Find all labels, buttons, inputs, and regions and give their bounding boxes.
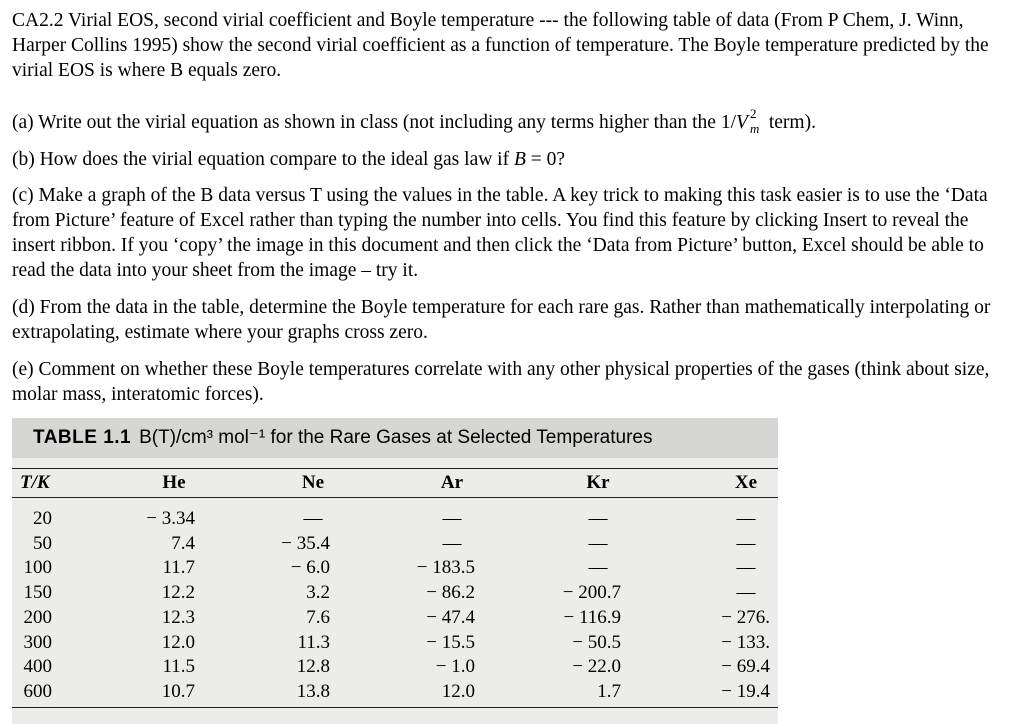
table-cell: 400 — [23, 656, 52, 678]
column-header-xe: Xe — [734, 472, 758, 493]
table-cell: 20 — [33, 508, 52, 529]
column-header-ar: Ar — [440, 472, 464, 493]
table-cell: 12.0 — [161, 631, 195, 653]
table-cell: 7.4 — [171, 532, 195, 554]
table-cell: — — [588, 532, 608, 554]
table-cell: 12.3 — [161, 606, 195, 628]
table-caption: B(T)/cm³ mol⁻¹ for the Rare Gases at Selected Temperatures — [139, 427, 653, 448]
question-b-tail: = 0? — [525, 149, 566, 170]
table-cell: − 183.5 — [416, 557, 475, 579]
table-cell: − 35.4 — [281, 532, 330, 554]
question-b-text: (b) How does the virial equation compare to the ideal gas law if — [12, 149, 514, 170]
table-cell: — — [442, 532, 462, 554]
table-cell: 7.6 — [306, 606, 330, 628]
table-cell: 11.3 — [297, 631, 330, 653]
table-cell: 150 — [23, 582, 52, 604]
one-over: 1/ — [720, 112, 736, 133]
table-top-rule — [12, 468, 778, 469]
table-cell: − 47.4 — [426, 606, 475, 628]
table-cell: 300 — [23, 631, 52, 653]
table-cell: − 3.34 — [146, 508, 195, 529]
question-a — [12, 106, 1008, 136]
vm-v: V — [735, 112, 748, 133]
table-cell: − 6.0 — [290, 557, 330, 579]
column-header-t-k: T/K — [20, 472, 50, 493]
table-cell: — — [736, 557, 756, 579]
table-cell: — — [588, 508, 608, 529]
table-cell: 3.2 — [306, 582, 330, 604]
table-cell: − 276. — [721, 606, 770, 628]
question-b — [12, 147, 1008, 172]
virial-table-image — [12, 418, 778, 724]
intro-paragraph: CA2.2 Virial EOS, second virial coefficient and Boyle temperature --- the following table of data (From P Chem, J. Winn, Harper Collins 1995) show the second virial coefficient as a function of temperature. The Boyle temperature predicted by the virial EOS is where B equals zero. — [12, 10, 989, 81]
table-cell: − 50.5 — [572, 631, 621, 653]
table-cell: − 133. — [721, 631, 770, 653]
table-cell: 200 — [23, 606, 52, 628]
column-header-he: He — [162, 472, 186, 493]
question-e: (e) Comment on whether these Boyle temperatures correlate with any other physical properties of the gases (think about size, molar mass, interatomic forces). — [12, 359, 990, 405]
table-number: TABLE 1.1 — [33, 427, 132, 448]
table-cell: 11.5 — [162, 656, 195, 678]
table-cell: 12.0 — [441, 680, 475, 702]
table-cell: 11.7 — [162, 557, 195, 579]
table-bottom-rule — [12, 707, 778, 708]
question-a-tail: term). — [763, 112, 816, 133]
table-cell: 1.7 — [597, 680, 621, 702]
b-variable: B — [513, 149, 526, 170]
column-header-kr: Kr — [586, 472, 610, 493]
table-cell: 10.7 — [161, 680, 195, 702]
question-d: (d) From the data in the table, determine the Boyle temperature for each rare gas. Rather than mathematically interpolating or extrapolating, estimate where your graphs cross zero. — [12, 297, 991, 343]
table-cell: — — [303, 508, 323, 529]
question-c: (c) Make a graph of the B data versus T using the values in the table. A key trick to making this task easier is to use the ‘Data from Picture’ feature of Excel rather than typing the number into cells. You find this feature by clicking Insert to reveal the insert ribbon. If you ‘copy’ the image in this document and then click the ‘Data from Picture’ button, Excel should be able to read the data into your sheet from the image – try it. — [12, 185, 988, 281]
table-title-bar — [12, 418, 778, 458]
table-cell: − 200.7 — [562, 582, 621, 604]
vm-subscript: m — [749, 121, 760, 136]
vm-squared — [735, 106, 764, 136]
column-header-ne: Ne — [301, 472, 325, 493]
table-cell: − 19.4 — [721, 680, 770, 702]
table-cell: 100 — [23, 557, 52, 579]
table-cell: — — [442, 508, 462, 529]
table-cell: − 86.2 — [426, 582, 475, 604]
table-cell: − 69.4 — [721, 656, 770, 678]
table-cell: 600 — [23, 680, 52, 702]
table-cell: − 15.5 — [426, 631, 475, 653]
table-cell: — — [736, 532, 756, 554]
table-cell: − 1.0 — [435, 656, 475, 678]
table-cell: 12.2 — [161, 582, 195, 604]
table-cell: − 22.0 — [572, 656, 621, 678]
question-a-text: (a) Write out the virial equation as shown in class (not including any terms higher than the — [12, 112, 721, 133]
table-cell: 50 — [33, 532, 52, 554]
table-cell: 12.8 — [296, 656, 330, 678]
table-cell: — — [588, 557, 608, 579]
table-cell: — — [736, 508, 756, 529]
vm-exponent: 2 — [749, 106, 757, 121]
table-cell: — — [736, 582, 756, 604]
table-cell: 13.8 — [296, 680, 330, 702]
table-cell: − 116.9 — [563, 606, 621, 628]
table-header-rule — [12, 497, 778, 498]
